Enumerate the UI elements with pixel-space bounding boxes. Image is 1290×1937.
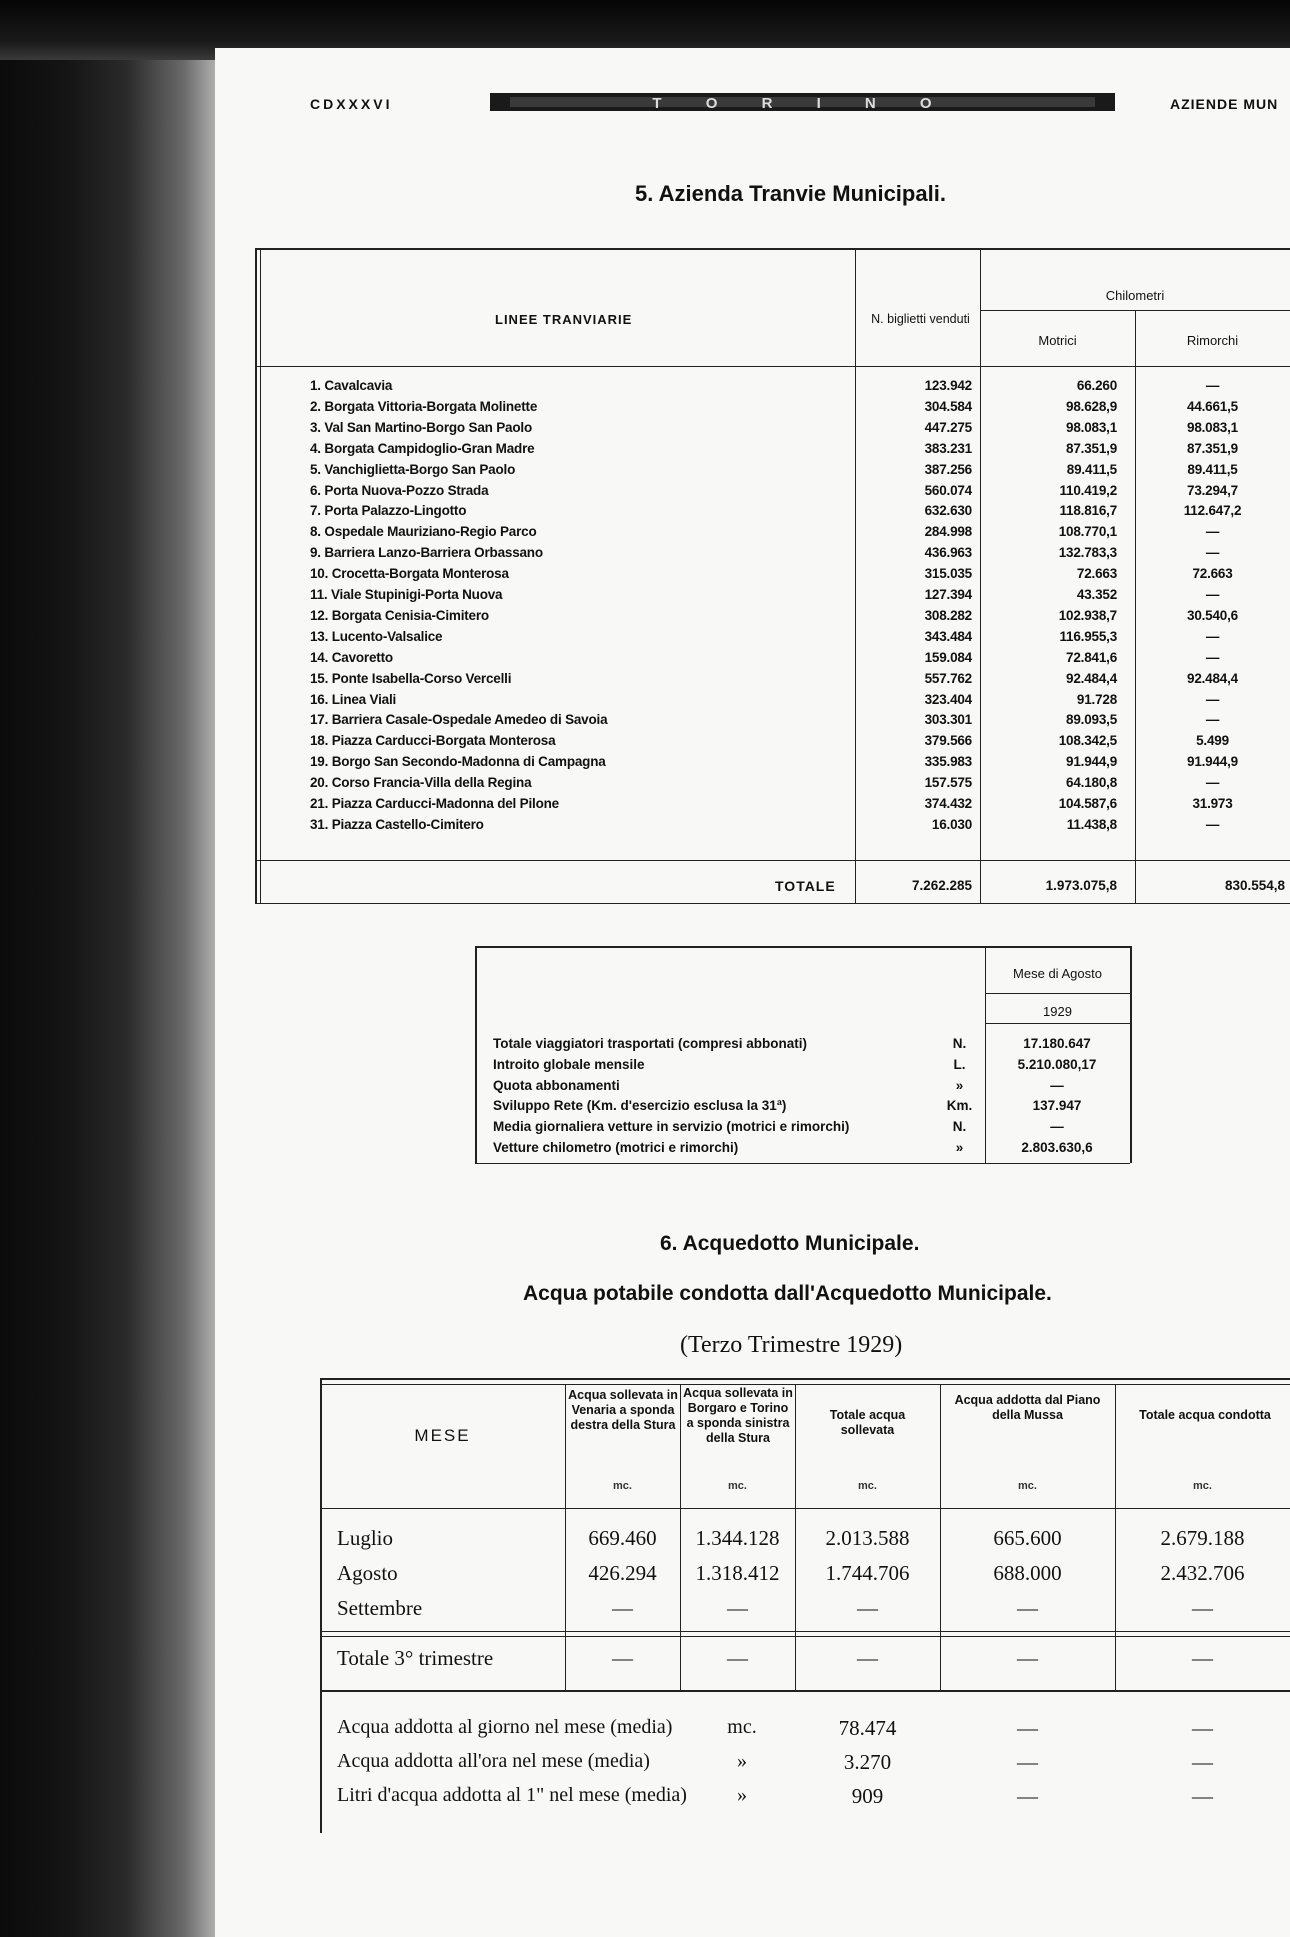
- table-row: [215, 545, 1290, 564]
- table-row: [215, 650, 1290, 669]
- rimorchi-value: —: [1205, 817, 1220, 832]
- summary-unit: »: [955, 1140, 964, 1155]
- average-value: —: [1017, 1750, 1038, 1774]
- line-name: 5. Vanchiglietta-Borgo San Paolo: [310, 462, 516, 477]
- col4-header: Acqua addotta dal Piano della Mussa: [954, 1393, 1101, 1422]
- summary-row: [215, 1098, 1290, 1117]
- rimorchi-value: 30.540,6: [1187, 608, 1238, 623]
- tickets-value: 447.275: [924, 420, 972, 435]
- average-row: [215, 1784, 1290, 1814]
- table-row: [215, 441, 1290, 460]
- motrici-value: 118.816,7: [1059, 503, 1117, 518]
- line-name: 7. Porta Palazzo-Lingotto: [310, 503, 467, 518]
- average-label: Acqua addotta al giorno nel mese (media): [337, 1716, 673, 1738]
- line-name: 18. Piazza Carducci-Borgata Monterosa: [310, 733, 556, 748]
- summary-value: 2.803.630,6: [1021, 1140, 1093, 1155]
- tickets-value: 303.301: [924, 712, 972, 727]
- col3-unit: mc.: [858, 1480, 877, 1492]
- line-name: 14. Cavoretto: [310, 650, 393, 665]
- total-cell-value: —: [727, 1646, 748, 1670]
- motrici-value: 132.783,3: [1058, 545, 1117, 560]
- motrici-value: 91.728: [1076, 692, 1117, 707]
- table-row: [215, 1596, 1290, 1626]
- table-row: [215, 587, 1290, 606]
- col-rimorchi-header: Rimorchi: [1186, 333, 1239, 348]
- motrici-value: 64.180,8: [1066, 775, 1117, 790]
- line-name: 13. Lucento-Valsalice: [310, 629, 443, 644]
- rimorchi-value: 44.661,5: [1187, 399, 1238, 414]
- summary-value: —: [1050, 1078, 1064, 1093]
- summary-label: Totale viaggiatori trasportati (compresi abbonati): [493, 1036, 808, 1051]
- summary-unit: L.: [953, 1057, 966, 1072]
- motrici-value: 91.944,9: [1066, 754, 1117, 769]
- rimorchi-value: —: [1205, 712, 1220, 727]
- summary-label: Vetture chilometro (motrici e rimorchi): [493, 1140, 739, 1155]
- col5-unit: mc.: [1193, 1480, 1212, 1492]
- month-label: Luglio: [337, 1526, 393, 1550]
- rimorchi-value: —: [1205, 587, 1220, 602]
- table-row: [215, 817, 1290, 836]
- table-row: [215, 671, 1290, 690]
- cell-value: 1.318.412: [695, 1561, 780, 1585]
- table-row: [215, 1526, 1290, 1556]
- motrici-value: 87.351,9: [1066, 441, 1117, 456]
- line-name: 16. Linea Viali: [310, 692, 397, 707]
- table-row: [215, 420, 1290, 439]
- average-label: Litri d'acqua addotta al 1" nel mese (media): [337, 1784, 687, 1806]
- motrici-value: 89.093,5: [1066, 712, 1117, 727]
- line-name: 1. Cavalcavia: [310, 378, 393, 393]
- col1-header: Acqua sollevata in Venaria a sponda destra della Stura: [568, 1388, 678, 1432]
- tickets-value: 379.566: [924, 733, 972, 748]
- rimorchi-value: 98.083,1: [1187, 420, 1238, 435]
- average-unit: »: [737, 1784, 747, 1806]
- average-value: —: [1017, 1784, 1038, 1808]
- summary-col-header: Mese di Agosto: [1013, 966, 1102, 981]
- average-value: —: [1192, 1784, 1213, 1808]
- table-row: [215, 796, 1290, 815]
- cell-value: 2.013.588: [825, 1526, 910, 1550]
- summary-value: 5.210.080,17: [1017, 1057, 1097, 1072]
- total-cell-value: —: [1017, 1646, 1038, 1670]
- table-row: [215, 733, 1290, 752]
- tickets-value: 315.035: [924, 566, 972, 581]
- table-row: [215, 1561, 1290, 1591]
- table-row: [215, 483, 1290, 502]
- line-name: 31. Piazza Castello-Cimitero: [310, 817, 484, 832]
- rimorchi-value: —: [1205, 524, 1220, 539]
- motrici-value: 43.352: [1076, 587, 1117, 602]
- line-name: 20. Corso Francia-Villa della Regina: [310, 775, 532, 790]
- summary-unit: N.: [952, 1036, 967, 1051]
- cell-value: —: [1192, 1596, 1213, 1620]
- average-unit: »: [737, 1750, 747, 1772]
- section5-title: 5. Azienda Tranvie Municipali.: [635, 181, 946, 206]
- total-rimorchi: 830.554,8: [1224, 878, 1285, 893]
- section6-period: (Terzo Trimestre 1929): [680, 1332, 903, 1358]
- total-cell-value: —: [612, 1646, 633, 1670]
- summary-row: [215, 1119, 1290, 1138]
- cell-value: —: [1017, 1596, 1038, 1620]
- table-row: [215, 629, 1290, 648]
- cell-value: —: [612, 1596, 633, 1620]
- table-row: [215, 775, 1290, 794]
- cell-value: 688.000: [993, 1561, 1062, 1585]
- col1-unit: mc.: [613, 1480, 632, 1492]
- average-value: —: [1192, 1716, 1213, 1740]
- table-row: [215, 399, 1290, 418]
- col2-header: Acqua sollevata in Borgaro e Torino a sponda sinistra della Stura: [683, 1386, 793, 1445]
- motrici-value: 98.628,9: [1066, 399, 1117, 414]
- table-row: [215, 754, 1290, 773]
- table-row: [215, 566, 1290, 585]
- col2-unit: mc.: [728, 1480, 747, 1492]
- total-row: [215, 1646, 1290, 1676]
- table-row: [215, 378, 1290, 397]
- summary-row: [215, 1140, 1290, 1159]
- summary-label: Sviluppo Rete (Km. d'esercizio esclusa la 31ª): [493, 1098, 787, 1113]
- col-km-header: Chilometri: [1105, 288, 1165, 303]
- total-motrici: 1.973.075,8: [1045, 878, 1117, 893]
- rimorchi-value: —: [1205, 378, 1220, 393]
- line-name: 11. Viale Stupinigi-Porta Nuova: [310, 587, 503, 602]
- cell-value: 2.432.706: [1160, 1561, 1245, 1585]
- average-unit: mc.: [727, 1716, 757, 1738]
- cell-value: 665.600: [993, 1526, 1062, 1550]
- col-tickets-header: N. biglietti venduti: [871, 312, 970, 326]
- tickets-value: 323.404: [924, 692, 972, 707]
- line-name: 4. Borgata Campidoglio-Gran Madre: [310, 441, 535, 456]
- motrici-value: 102.938,7: [1058, 608, 1117, 623]
- summary-label: Introito globale mensile: [493, 1057, 645, 1072]
- line-name: 6. Porta Nuova-Pozzo Strada: [310, 483, 489, 498]
- rimorchi-value: —: [1205, 650, 1220, 665]
- cell-value: 2.679.188: [1160, 1526, 1245, 1550]
- motrici-value: 11.438,8: [1066, 817, 1117, 832]
- month-label: Agosto: [337, 1561, 398, 1585]
- motrici-value: 72.663: [1076, 566, 1117, 581]
- rimorchi-value: 112.647,2: [1183, 503, 1242, 518]
- motrici-value: 110.419,2: [1059, 483, 1117, 498]
- cell-value: —: [857, 1596, 878, 1620]
- rimorchi-value: 5.499: [1196, 733, 1229, 748]
- summary-value: 17.180.647: [1023, 1036, 1091, 1051]
- rimorchi-value: 72.663: [1192, 566, 1233, 581]
- summary-unit: »: [955, 1078, 964, 1093]
- average-row: [215, 1750, 1290, 1780]
- table-row: [215, 524, 1290, 543]
- rimorchi-value: 73.294,7: [1187, 483, 1238, 498]
- summary-unit: Km.: [946, 1098, 973, 1113]
- section6-subtitle: Acqua potabile condotta dall'Acquedotto Municipale.: [523, 1282, 1052, 1305]
- line-name: 3. Val San Martino-Borgo San Paolo: [310, 420, 532, 435]
- average-value: —: [1192, 1750, 1213, 1774]
- motrici-value: 89.411,5: [1066, 462, 1117, 477]
- total-cell-value: —: [857, 1646, 878, 1670]
- running-head-right: AZIENDE MUN: [1170, 96, 1279, 112]
- total-row-label: Totale 3° trimestre: [337, 1646, 494, 1670]
- col3-header: Totale acqua sollevata: [829, 1408, 906, 1437]
- line-name: 10. Crocetta-Borgata Monterosa: [310, 566, 509, 581]
- tickets-value: 557.762: [924, 671, 972, 686]
- col-lines-header: LINEE TRANVIARIE: [495, 312, 633, 327]
- motrici-value: 104.587,6: [1058, 796, 1117, 811]
- rimorchi-value: 89.411,5: [1187, 462, 1238, 477]
- ornament-text: T O R I N O: [652, 95, 952, 112]
- motrici-value: 108.770,1: [1058, 524, 1117, 539]
- motrici-value: 116.955,3: [1059, 629, 1117, 644]
- cell-value: 669.460: [588, 1526, 657, 1550]
- line-name: 2. Borgata Vittoria-Borgata Molinette: [310, 399, 538, 414]
- summary-row: [215, 1078, 1290, 1097]
- tickets-value: 127.394: [924, 587, 972, 602]
- scan-left-border: [0, 0, 230, 1937]
- tickets-value: 560.074: [924, 483, 972, 498]
- tickets-value: 308.282: [924, 608, 972, 623]
- summary-unit: N.: [952, 1119, 967, 1134]
- rimorchi-value: —: [1205, 545, 1220, 560]
- rimorchi-value: —: [1205, 775, 1220, 790]
- motrici-value: 92.484,4: [1066, 671, 1117, 686]
- rimorchi-value: 92.484,4: [1187, 671, 1238, 686]
- rimorchi-value: 87.351,9: [1187, 441, 1238, 456]
- summary-value: 137.947: [1032, 1098, 1082, 1113]
- summary-value: —: [1050, 1119, 1064, 1134]
- col4-unit: mc.: [1018, 1480, 1037, 1492]
- table-row: [215, 503, 1290, 522]
- motrici-value: 108.342,5: [1058, 733, 1117, 748]
- rimorchi-value: 31.973: [1192, 796, 1233, 811]
- document-page: [215, 48, 1290, 1937]
- average-row: [215, 1716, 1290, 1746]
- line-name: 15. Ponte Isabella-Corso Vercelli: [310, 671, 512, 686]
- average-value: 78.474: [838, 1716, 897, 1740]
- total-tickets: 7.262.285: [911, 878, 972, 893]
- summary-row: [215, 1036, 1290, 1055]
- summary-row: [215, 1057, 1290, 1076]
- tickets-value: 387.256: [924, 462, 972, 477]
- tickets-value: 632.630: [924, 503, 972, 518]
- tickets-value: 159.084: [924, 650, 972, 665]
- tickets-value: 374.432: [924, 796, 972, 811]
- tickets-value: 343.484: [924, 629, 972, 644]
- rimorchi-value: —: [1205, 629, 1220, 644]
- month-label: Settembre: [337, 1596, 423, 1620]
- line-name: 19. Borgo San Secondo-Madonna di Campagna: [310, 754, 606, 769]
- tickets-value: 304.584: [924, 399, 972, 414]
- section6-title: 6. Acquedotto Municipale.: [660, 1232, 920, 1255]
- summary-label: Media giornaliera vetture in servizio (motrici e rimorchi): [493, 1119, 850, 1134]
- motrici-value: 66.260: [1076, 378, 1117, 393]
- line-name: 12. Borgata Cenisia-Cimitero: [310, 608, 489, 623]
- motrici-value: 98.083,1: [1066, 420, 1117, 435]
- cell-value: 426.294: [588, 1561, 657, 1585]
- total-cell-value: —: [1192, 1646, 1213, 1670]
- rimorchi-value: —: [1205, 692, 1220, 707]
- table-row: [215, 608, 1290, 627]
- tickets-value: 383.231: [924, 441, 972, 456]
- average-value: 909: [851, 1784, 884, 1808]
- line-name: 17. Barriera Casale-Ospedale Amedeo di Savoia: [310, 712, 608, 727]
- col5-header: Totale acqua condotta: [1139, 1408, 1271, 1422]
- summary-year: 1929: [1043, 1004, 1072, 1019]
- cell-value: 1.744.706: [825, 1561, 910, 1585]
- cell-value: 1.344.128: [695, 1526, 780, 1550]
- tickets-value: 284.998: [924, 524, 972, 539]
- average-value: 3.270: [843, 1750, 892, 1774]
- table-row: [215, 712, 1290, 731]
- tickets-value: 16.030: [931, 817, 972, 832]
- table-row: [215, 462, 1290, 481]
- average-value: —: [1017, 1716, 1038, 1740]
- col-month-header: MESE: [414, 1426, 471, 1445]
- average-label: Acqua addotta all'ora nel mese (media): [337, 1750, 650, 1772]
- page-number: CDXXXVI: [310, 96, 393, 112]
- table-row: [215, 692, 1290, 711]
- tickets-value: 123.942: [924, 378, 972, 393]
- col-motrici-header: Motrici: [1038, 333, 1077, 348]
- tickets-value: 157.575: [924, 775, 972, 790]
- tickets-value: 335.983: [924, 754, 972, 769]
- tram-lines-table: [215, 48, 1290, 948]
- line-name: 9. Barriera Lanzo-Barriera Orbassano: [310, 545, 543, 560]
- rimorchi-value: 91.944,9: [1187, 754, 1238, 769]
- line-name: 8. Ospedale Mauriziano-Regio Parco: [310, 524, 537, 539]
- cell-value: —: [727, 1596, 748, 1620]
- line-name: 21. Piazza Carducci-Madonna del Pilone: [310, 796, 559, 811]
- total-label: TOTALE: [775, 878, 836, 894]
- tickets-value: 436.963: [924, 545, 972, 560]
- summary-label: Quota abbonamenti: [493, 1078, 620, 1093]
- motrici-value: 72.841,6: [1066, 650, 1117, 665]
